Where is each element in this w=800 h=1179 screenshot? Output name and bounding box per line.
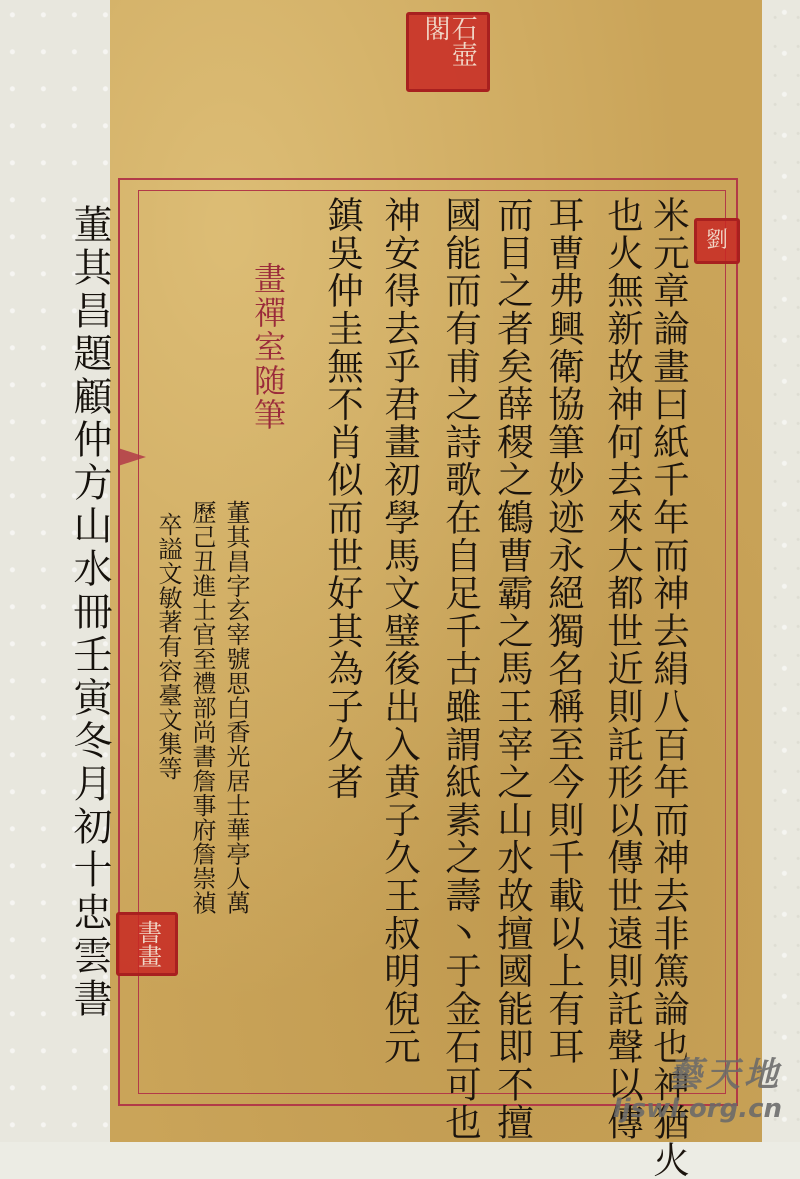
seal-corner bbox=[694, 218, 740, 264]
main-text-column: 米元章論畫曰紙千年而神去絹八百年而神去非篤論也神猶火 bbox=[647, 196, 691, 1179]
watermark-url: ljswl.org.cn bbox=[612, 1094, 782, 1124]
seal-corner-text: 劉 bbox=[705, 228, 728, 254]
biography-column: 歷己丑進士官至禮部尚書詹事府詹崇禎 bbox=[188, 500, 216, 915]
biography-column: 卒謚文敏著有容臺文集等 bbox=[154, 512, 182, 781]
biography-column: 董其昌字玄宰號思白香光居士華亭人萬 bbox=[222, 500, 250, 915]
signature-column: 董其昌題顧仲方山水冊壬寅冬月初十忠雲書 bbox=[67, 204, 112, 1021]
main-text-column: 鎮吳仲圭無不肖似而世好其為子久者 bbox=[321, 196, 365, 801]
seal-top bbox=[406, 12, 490, 92]
main-text-column: 也火無新故神何去來大都世近則託形以傳世遠則託聲以傳 bbox=[601, 196, 645, 1141]
site-watermark bbox=[613, 1047, 782, 1124]
main-text-column: 神安得去乎君畫初學馬文璧後出入黄子久王叔明倪元 bbox=[378, 196, 422, 1066]
main-text-column: 而目之者矣薛稷之鶴曹霸之馬王宰之山水故擅國能即不擅 bbox=[491, 196, 535, 1141]
main-text-column: 耳曹弗興衛協筆妙迹永絕獨名稱至今則千載以上有耳 bbox=[542, 196, 586, 1066]
main-text-column: 國能而有甫之詩歌在自足千古雖謂紙素之壽丶于金石可也 bbox=[439, 196, 483, 1141]
seal-top-text: 石壺閣 bbox=[420, 15, 478, 67]
seal-signature bbox=[116, 912, 178, 976]
seal-signature-text: 書畫 bbox=[133, 920, 162, 968]
book-title: 畫禪室随筆 bbox=[249, 262, 287, 432]
watermark-title: 藝天地 bbox=[668, 1055, 782, 1095]
